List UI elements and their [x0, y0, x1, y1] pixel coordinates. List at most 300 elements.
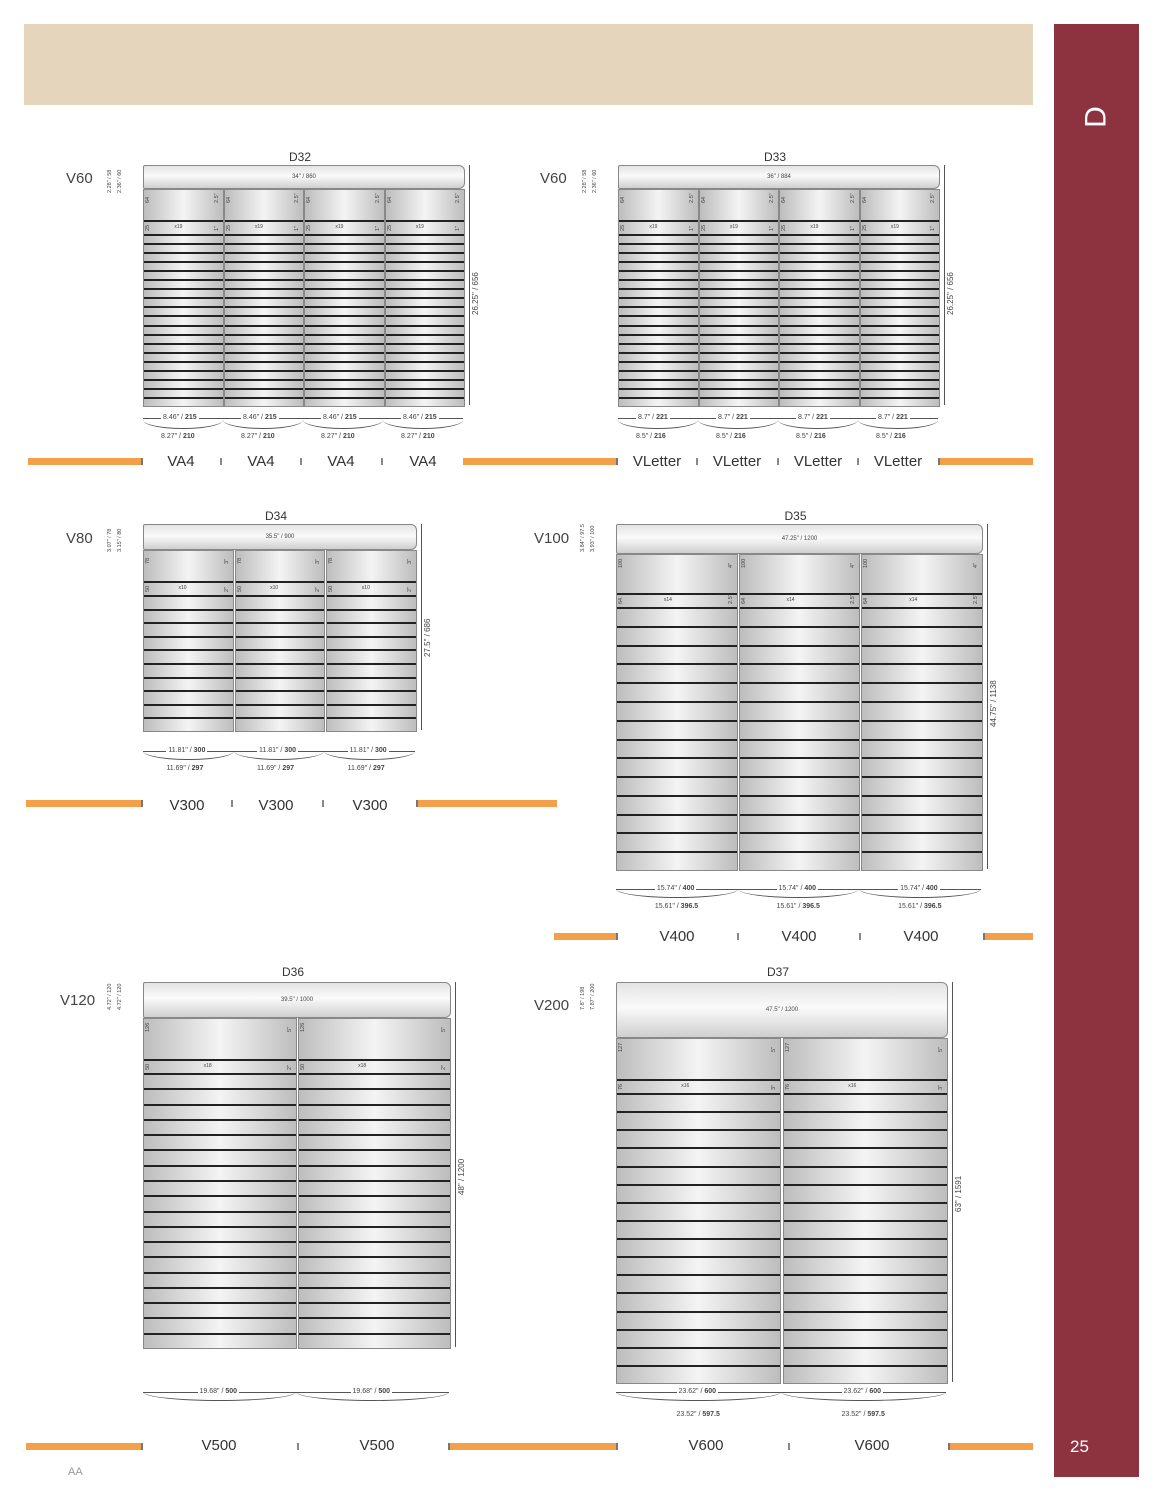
drawer-divider — [327, 690, 416, 692]
drawer-divider — [225, 388, 304, 390]
drawer-divider — [700, 343, 779, 345]
slot-count: x10 — [270, 585, 279, 591]
paper-size-label: V300 — [258, 797, 294, 814]
drawer-divider — [327, 717, 416, 719]
slot-height-in: 2" — [441, 1064, 447, 1070]
slot-height-mm: 78 — [145, 557, 151, 564]
slot-count: x19 — [415, 224, 424, 230]
drawer-divider — [780, 306, 859, 308]
accent-bar — [28, 458, 143, 465]
drawer-divider — [327, 704, 416, 706]
drawer-divider — [236, 595, 325, 597]
drawer-divider — [299, 1134, 451, 1136]
drawer-height-dim: 7.87" / 200 — [590, 983, 596, 1010]
slot-height-mm: 25 — [386, 224, 393, 231]
drawer-divider — [144, 1317, 296, 1319]
bar-end — [416, 800, 418, 807]
height-dimension-line — [469, 165, 470, 405]
bar-end — [141, 1443, 143, 1450]
drawer-divider — [144, 379, 223, 381]
slot-height-in: 5" — [441, 1026, 447, 1032]
drawer-divider — [740, 663, 860, 665]
drawer-divider — [144, 1149, 296, 1151]
slot-height-in: 3" — [771, 1084, 777, 1090]
width-brace — [616, 889, 738, 898]
drawer-column — [861, 554, 983, 871]
slot-height-in: 3" — [407, 558, 413, 564]
drawer-divider — [780, 379, 859, 381]
drawer-divider — [144, 1059, 296, 1061]
drawer-divider — [700, 361, 779, 363]
drawer-divider — [144, 297, 223, 299]
drawer-divider — [617, 682, 737, 684]
drawer-divider — [740, 607, 860, 609]
slot-height-mm: 25 — [620, 224, 626, 231]
drawer-divider — [862, 645, 982, 647]
drawer-divider — [225, 352, 304, 354]
drawer-divider — [784, 1274, 947, 1276]
slot-count: x10 — [178, 585, 187, 591]
drawer-divider — [784, 1111, 947, 1113]
drawer-divider — [700, 297, 779, 299]
drawer-divider — [386, 370, 465, 372]
drawer-divider — [386, 288, 465, 290]
drawer-height-dim: 3.15" / 80 — [117, 528, 123, 552]
drawer-divider — [144, 1302, 296, 1304]
drawer-divider — [619, 397, 698, 399]
slot-height-in: 5" — [938, 1046, 944, 1052]
drawer-divider — [784, 1129, 947, 1131]
paper-size-label: VLetter — [873, 453, 923, 470]
drawer-divider — [784, 1093, 947, 1095]
width-brace — [143, 751, 234, 760]
drawer-divider — [617, 645, 737, 647]
drawer-divider — [327, 595, 416, 597]
accent-bar — [554, 933, 618, 940]
drawer-divider — [305, 343, 384, 345]
drawer-divider — [144, 220, 223, 222]
drawer-divider — [780, 270, 859, 272]
width-brace — [698, 420, 778, 429]
drawer-divider — [861, 370, 940, 372]
slot-height-mm: 100 — [863, 558, 870, 568]
header-banner — [24, 24, 1033, 105]
bar-end — [938, 458, 940, 465]
paper-size-label: V400 — [659, 928, 695, 945]
width-brace — [858, 420, 938, 429]
drawer-divider — [386, 361, 465, 363]
drawer-divider — [386, 243, 465, 245]
slot-height-in: 1" — [374, 225, 381, 231]
drawer-divider — [780, 361, 859, 363]
height-dimension-line — [421, 524, 422, 730]
drawer-divider — [617, 1311, 780, 1313]
drawer-divider — [144, 1226, 296, 1228]
width-brace — [143, 420, 223, 429]
drawer-divider — [299, 1149, 451, 1151]
slot-height-in: 2.5" — [769, 193, 775, 203]
width-brace — [143, 1392, 296, 1401]
drawer-divider — [386, 352, 465, 354]
drawer-divider — [740, 626, 860, 628]
drawer-divider — [617, 1111, 780, 1113]
drawer-divider — [386, 261, 465, 263]
inner-width: 8.5" / 216 — [636, 433, 666, 440]
slot-height-mm: 100 — [740, 558, 747, 568]
drawer-divider — [225, 370, 304, 372]
slot-height-mm: 64 — [781, 196, 787, 203]
drawer-height-dim: 4.72" / 120 — [117, 983, 123, 1010]
top-drawer — [143, 165, 465, 189]
size-separator — [777, 458, 779, 465]
drawer-column — [224, 189, 305, 407]
drawer-divider — [740, 757, 860, 759]
drawer-divider — [305, 279, 384, 281]
accent-bar — [26, 1443, 143, 1450]
slot-height-in: 2.5" — [727, 594, 734, 604]
drawer-divider — [236, 704, 325, 706]
drawer-divider — [784, 1365, 947, 1367]
paper-size-label: V400 — [903, 928, 939, 945]
drawer-divider — [299, 1317, 451, 1319]
top-drawer-width: 36" / 884 — [767, 174, 791, 180]
slot-height-mm: 76 — [785, 1083, 791, 1090]
drawer-divider — [305, 220, 384, 222]
drawer-divider — [740, 776, 860, 778]
drawer-divider — [784, 1238, 947, 1240]
size-separator — [696, 458, 698, 465]
paper-size-label: VA4 — [327, 453, 355, 470]
drawer-height-dim: 7.8" / 198 — [580, 986, 586, 1010]
slot-height-in: 4" — [727, 562, 734, 568]
drawer-divider — [144, 234, 223, 236]
drawer-height-label: V60 — [540, 170, 567, 187]
drawer-divider — [784, 1347, 947, 1349]
drawer-divider — [862, 795, 982, 797]
drawer-divider — [740, 795, 860, 797]
accent-bar — [450, 1443, 618, 1450]
drawer-divider — [386, 325, 465, 327]
slot-height-in: 2.5" — [930, 193, 936, 203]
column-width: 15.74" / 400 — [778, 885, 817, 892]
drawer-divider — [327, 581, 416, 583]
column-width: 15.74" / 400 — [900, 885, 938, 892]
drawer-divider — [862, 701, 982, 703]
drawer-divider — [619, 288, 698, 290]
drawer-divider — [327, 609, 416, 611]
drawer-divider — [780, 397, 859, 399]
drawer-divider — [299, 1226, 451, 1228]
drawer-divider — [617, 1238, 780, 1240]
column-width: 11.81" / 300 — [259, 747, 297, 754]
drawer-divider — [861, 343, 940, 345]
drawer-divider — [225, 270, 304, 272]
width-brace — [303, 420, 383, 429]
drawer-divider — [780, 352, 859, 354]
bar-end — [616, 933, 618, 940]
slot-count: x19 — [729, 224, 738, 230]
drawer-divider — [225, 234, 304, 236]
slot-height-mm: 64 — [618, 597, 624, 604]
column-width: 11.81" / 300 — [168, 747, 206, 754]
drawer-divider — [784, 1256, 947, 1258]
top-drawer — [143, 982, 451, 1018]
drawer-divider — [305, 288, 384, 290]
drawer-divider — [780, 370, 859, 372]
drawer-height-dim: 2.36" / 60 — [592, 169, 598, 193]
slot-height-mm: 126 — [145, 1022, 151, 1032]
drawer-column — [326, 550, 417, 732]
drawer-divider — [144, 352, 223, 354]
width-brace — [223, 420, 303, 429]
drawer-divider — [861, 388, 940, 390]
drawer-divider — [861, 297, 940, 299]
drawer-divider — [144, 609, 233, 611]
width-brace — [778, 420, 858, 429]
inner-width: 8.27" / 210 — [401, 433, 435, 440]
paper-size-label: V500 — [359, 1437, 395, 1454]
drawer-divider — [299, 1302, 451, 1304]
drawer-divider — [236, 636, 325, 638]
drawer-column — [616, 554, 738, 871]
drawer-divider — [619, 279, 698, 281]
unit-code: D36 — [282, 965, 305, 979]
inner-width: 23.52" / 597.5 — [676, 1411, 720, 1418]
drawer-divider — [225, 334, 304, 336]
drawer-divider — [305, 315, 384, 317]
drawer-divider — [144, 704, 233, 706]
drawer-divider — [780, 220, 859, 222]
drawer-divider — [700, 243, 779, 245]
height-dimension-line — [455, 982, 456, 1347]
drawer-divider — [862, 814, 982, 816]
slot-height-mm: 25 — [225, 224, 232, 231]
drawer-divider — [740, 814, 860, 816]
slot-height-mm: 76 — [618, 1083, 624, 1090]
slot-height-in: 2.5" — [455, 193, 461, 203]
column-width: 8.7" / 221 — [878, 414, 908, 421]
slot-height-in: 4" — [973, 562, 979, 568]
drawer-divider — [780, 279, 859, 281]
slot-height-mm: 50 — [145, 1063, 151, 1070]
drawer-divider — [236, 649, 325, 651]
drawer-height-dim: 4.72" / 120 — [107, 983, 113, 1010]
drawer-divider — [144, 343, 223, 345]
drawer-divider — [144, 690, 233, 692]
section-letter: D — [1079, 106, 1113, 128]
drawer-divider — [144, 1211, 296, 1213]
drawer-divider — [619, 315, 698, 317]
drawer-divider — [619, 325, 698, 327]
drawer-divider — [386, 297, 465, 299]
slot-count: x14 — [909, 597, 918, 603]
drawer-divider — [617, 1365, 780, 1367]
drawer-divider — [144, 261, 223, 263]
drawer-divider — [617, 1093, 780, 1095]
slot-count: x19 — [174, 224, 183, 230]
inner-width: 11.69" / 297 — [166, 765, 204, 772]
column-width: 11.81" / 300 — [349, 747, 387, 754]
column-width: 23.62" / 600 — [843, 1388, 882, 1395]
slot-height-in: 2.5" — [850, 594, 857, 604]
size-separator — [381, 458, 383, 465]
slot-height-in: 2" — [223, 586, 230, 592]
height-dimension-line — [952, 982, 953, 1382]
slot-height-mm: 50 — [299, 1063, 306, 1070]
drawer-divider — [617, 814, 737, 816]
drawer-divider — [144, 717, 233, 719]
drawer-divider — [305, 261, 384, 263]
drawer-divider — [700, 315, 779, 317]
paper-size-label: VLetter — [632, 453, 682, 470]
drawer-divider — [225, 306, 304, 308]
drawer-divider — [740, 645, 860, 647]
drawer-divider — [619, 261, 698, 263]
drawer-divider — [386, 334, 465, 336]
overall-height: 26.25" / 656 — [946, 272, 955, 315]
column-width: 19.68" / 500 — [352, 1388, 391, 1395]
inner-width: 8.5" / 216 — [796, 433, 826, 440]
size-separator — [231, 800, 233, 807]
drawer-divider — [144, 315, 223, 317]
drawer-divider — [299, 1059, 451, 1061]
drawer-divider — [784, 1166, 947, 1168]
slot-height-mm: 64 — [863, 597, 870, 604]
slot-height-mm: 64 — [386, 196, 393, 203]
drawer-divider — [862, 663, 982, 665]
slot-count: x19 — [890, 224, 899, 230]
slot-height-in: 1" — [769, 225, 775, 231]
paper-size-label: VA4 — [247, 453, 275, 470]
drawer-column — [779, 189, 860, 407]
top-drawer-width: 47.25" / 1200 — [781, 536, 818, 542]
top-drawer-width: 34" / 860 — [292, 174, 316, 180]
drawer-divider — [740, 832, 860, 834]
size-separator — [857, 458, 859, 465]
overall-height: 48" / 1200 — [457, 1158, 466, 1195]
drawer-divider — [619, 306, 698, 308]
drawer-column — [783, 1038, 948, 1384]
slot-height-mm: 25 — [861, 224, 868, 231]
top-drawer — [618, 165, 940, 189]
size-separator — [859, 933, 861, 940]
drawer-divider — [617, 1202, 780, 1204]
slot-count: x16 — [681, 1083, 690, 1089]
drawer-divider — [862, 607, 982, 609]
drawer-divider — [225, 297, 304, 299]
size-separator — [788, 1443, 790, 1450]
drawer-divider — [144, 649, 233, 651]
drawer-height-dim: 3.84" / 97.5 — [580, 524, 586, 552]
width-brace — [234, 751, 325, 760]
drawer-divider — [299, 1073, 451, 1075]
drawer-divider — [617, 593, 737, 595]
drawer-divider — [700, 370, 779, 372]
drawer-divider — [700, 234, 779, 236]
drawer-divider — [144, 370, 223, 372]
accent-bar — [416, 800, 557, 807]
drawer-divider — [862, 757, 982, 759]
drawer-divider — [386, 397, 465, 399]
size-separator — [220, 458, 222, 465]
section-tab — [1054, 24, 1139, 1477]
drawer-column — [143, 189, 224, 407]
drawer-divider — [144, 306, 223, 308]
drawer-divider — [236, 622, 325, 624]
drawer-divider — [305, 297, 384, 299]
column-width: 19.68" / 500 — [199, 1388, 238, 1395]
drawer-divider — [619, 361, 698, 363]
drawer-divider — [144, 636, 233, 638]
drawer-divider — [617, 1079, 780, 1081]
paper-size-label: VA4 — [167, 453, 195, 470]
drawer-divider — [862, 682, 982, 684]
slot-height-mm: 25 — [306, 224, 312, 231]
slot-height-in: 2.5" — [688, 193, 695, 203]
width-brace — [383, 420, 463, 429]
bar-end — [983, 933, 985, 940]
column-width: 8.46" / 215 — [403, 414, 437, 421]
inner-width: 8.5" / 216 — [716, 433, 746, 440]
drawer-divider — [305, 243, 384, 245]
bar-end — [616, 458, 618, 465]
width-brace — [296, 1392, 449, 1401]
drawer-divider — [780, 315, 859, 317]
drawer-column — [616, 1038, 781, 1384]
drawer-divider — [299, 1241, 451, 1243]
drawer-divider — [327, 663, 416, 665]
drawer-divider — [700, 252, 779, 254]
drawer-divider — [740, 593, 860, 595]
slot-height-in: 1" — [849, 225, 856, 231]
drawer-height-label: V120 — [60, 992, 96, 1009]
top-drawer-width: 35.5" / 900 — [265, 534, 295, 540]
bar-end — [141, 458, 143, 465]
overall-height: 44.75" / 1138 — [989, 679, 998, 727]
drawer-divider — [299, 1287, 451, 1289]
slot-height-in: 2.5" — [374, 193, 381, 203]
drawer-height-dim: 3.07" / 78 — [107, 528, 113, 552]
width-brace — [616, 1392, 781, 1401]
drawer-divider — [862, 739, 982, 741]
drawer-divider — [144, 325, 223, 327]
drawer-divider — [305, 252, 384, 254]
column-width: 8.46" / 215 — [243, 414, 277, 421]
drawer-height-label: V80 — [66, 530, 93, 547]
drawer-divider — [144, 279, 223, 281]
drawer-divider — [617, 739, 737, 741]
accent-bar — [948, 1443, 1033, 1450]
drawer-divider — [305, 397, 384, 399]
drawer-divider — [700, 352, 779, 354]
slot-count: x19 — [649, 224, 658, 230]
drawer-divider — [144, 252, 223, 254]
drawer-divider — [619, 334, 698, 336]
drawer-divider — [780, 388, 859, 390]
drawer-divider — [144, 388, 223, 390]
inner-width: 15.61" / 396.5 — [654, 903, 699, 910]
drawer-divider — [617, 1166, 780, 1168]
drawer-divider — [619, 343, 698, 345]
drawer-divider — [144, 243, 223, 245]
slot-height-mm: 64 — [740, 597, 747, 604]
drawer-divider — [861, 361, 940, 363]
drawer-divider — [861, 243, 940, 245]
drawer-divider — [299, 1195, 451, 1197]
inner-width: 15.61" / 396.5 — [898, 903, 942, 910]
drawer-divider — [780, 252, 859, 254]
drawer-divider — [327, 622, 416, 624]
